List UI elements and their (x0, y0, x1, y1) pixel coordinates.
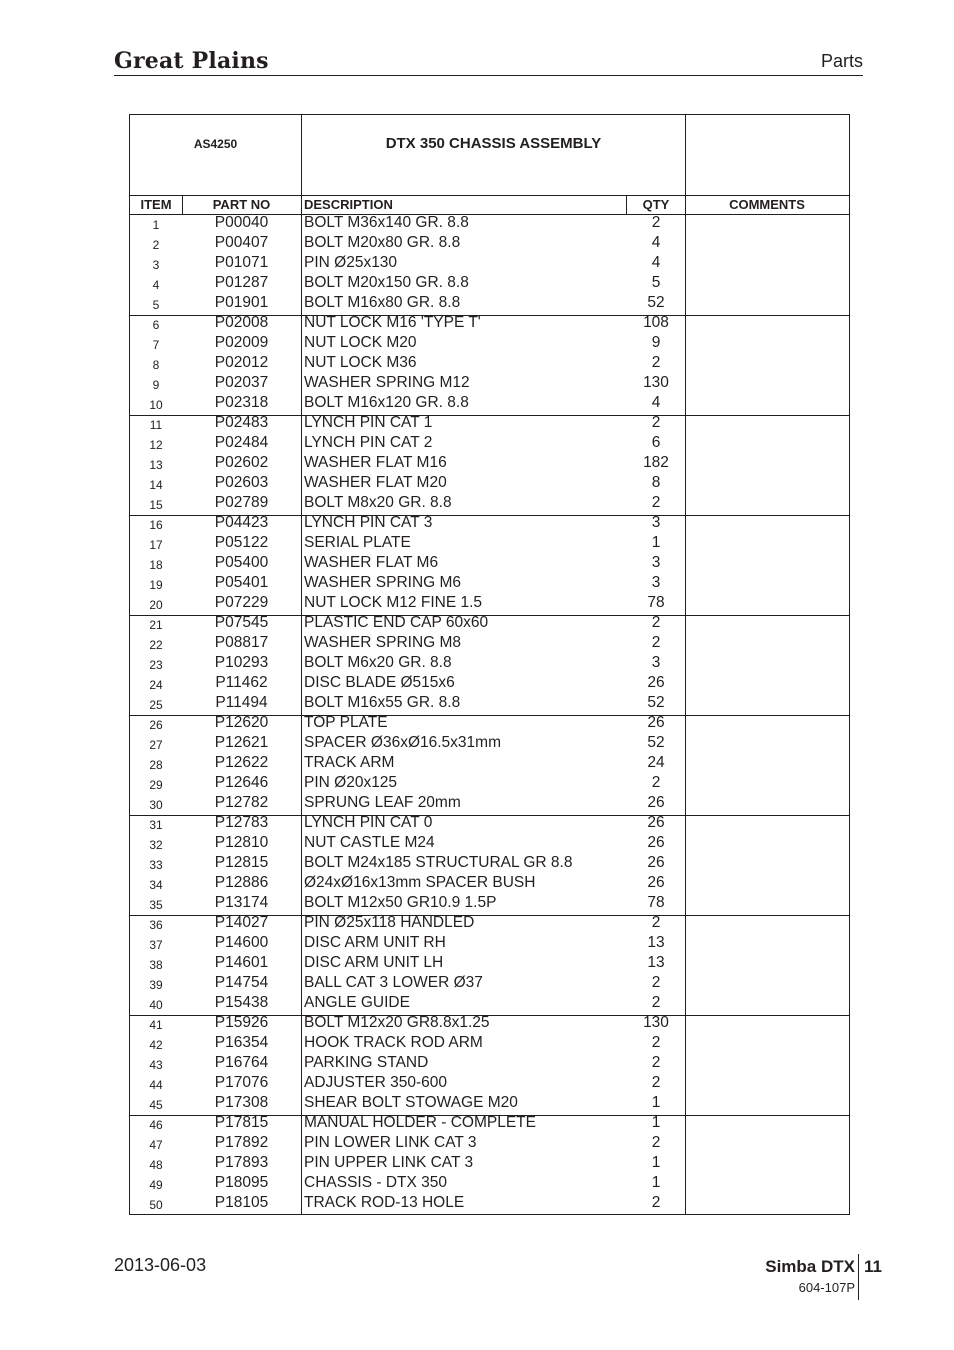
table-row (130, 1133, 849, 1153)
quantity: 13 (647, 954, 665, 971)
part-number: P04423 (214, 514, 269, 531)
part-description: SPACER Ø36xØ16.5x31mm (304, 734, 501, 751)
item-number: 49 (149, 1178, 163, 1192)
col-header-qty: QTY (642, 197, 670, 212)
part-description: NUT LOCK M20 (304, 334, 417, 351)
table-row (130, 293, 849, 313)
quantity: 1 (651, 1174, 661, 1191)
quantity: 1 (651, 1154, 661, 1171)
quantity: 26 (647, 874, 665, 891)
item-number: 8 (152, 358, 160, 372)
part-number: P02009 (214, 334, 269, 351)
table-row (130, 1193, 849, 1213)
part-number: P01071 (214, 254, 269, 271)
part-number: P14754 (214, 974, 269, 991)
item-number: 40 (149, 998, 163, 1012)
item-number: 45 (149, 1098, 163, 1112)
part-number: P10293 (214, 654, 269, 671)
quantity: 3 (651, 574, 661, 591)
table-row (130, 1073, 849, 1093)
part-description: WASHER SPRING M8 (304, 634, 462, 651)
quantity: 3 (651, 514, 661, 531)
table-row (130, 1033, 849, 1053)
table-row (130, 1153, 849, 1173)
item-number: 23 (149, 658, 163, 672)
item-number: 9 (152, 378, 160, 392)
header-top-line (130, 195, 849, 196)
part-description: PIN Ø20x125 (304, 774, 398, 791)
part-description: NUT CASTLE M24 (304, 834, 435, 851)
table-row (130, 613, 849, 633)
quantity: 2 (651, 1074, 661, 1091)
part-description: Ø24xØ16x13mm SPACER BUSH (304, 874, 536, 891)
quantity: 5 (651, 274, 661, 291)
part-description: PIN Ø25x118 HANDLED (304, 914, 475, 931)
part-number: P02484 (214, 434, 269, 451)
table-row (130, 633, 849, 653)
quantity: 26 (647, 714, 665, 731)
item-number: 27 (149, 738, 163, 752)
part-number: P17076 (214, 1074, 269, 1091)
part-number: P16354 (214, 1034, 269, 1051)
item-number: 4 (152, 278, 160, 292)
col-header-item: ITEM (140, 197, 172, 212)
item-number: 5 (152, 298, 160, 312)
item-number: 3 (152, 258, 160, 272)
item-number: 31 (149, 818, 163, 832)
quantity: 4 (651, 234, 661, 251)
part-number: P12621 (214, 734, 269, 751)
col-header-comments: COMMENTS (729, 197, 805, 212)
part-number: P17308 (214, 1094, 269, 1111)
part-number: P14601 (214, 954, 269, 971)
part-description: DISC ARM UNIT LH (304, 954, 444, 971)
part-description: PIN UPPER LINK CAT 3 (304, 1154, 474, 1171)
quantity: 2 (651, 974, 661, 991)
table-row (130, 393, 849, 413)
item-number: 34 (149, 878, 163, 892)
quantity: 26 (647, 834, 665, 851)
table-row (130, 653, 849, 673)
item-number: 47 (149, 1138, 163, 1152)
part-description: LYNCH PIN CAT 1 (304, 414, 433, 431)
part-description: BOLT M12x50 GR10.9 1.5P (304, 894, 497, 911)
table-row (130, 773, 849, 793)
part-number: P12622 (214, 754, 269, 771)
item-number: 20 (149, 598, 163, 612)
part-description: SPRUNG LEAF 20mm (304, 794, 461, 811)
quantity: 2 (651, 614, 661, 631)
item-number: 28 (149, 758, 163, 772)
table-row (130, 473, 849, 493)
part-description: ADJUSTER 350-600 (304, 1074, 448, 1091)
item-number: 33 (149, 858, 163, 872)
table-row (130, 853, 849, 873)
table-row (130, 1173, 849, 1193)
table-row (130, 573, 849, 593)
table-row (130, 353, 849, 373)
table-row (130, 213, 849, 233)
quantity: 3 (651, 554, 661, 571)
part-description: HOOK TRACK ROD ARM (304, 1034, 483, 1051)
quantity: 2 (651, 994, 661, 1011)
table-row (130, 993, 849, 1013)
item-number: 35 (149, 898, 163, 912)
part-description: BOLT M16x120 GR. 8.8 (304, 394, 469, 411)
part-number: P12620 (214, 714, 269, 731)
item-number: 21 (149, 618, 163, 632)
quantity: 9 (651, 334, 661, 351)
table-row (130, 1093, 849, 1113)
part-description: PARKING STAND (304, 1054, 429, 1071)
part-number: P17893 (214, 1154, 269, 1171)
table-row (130, 313, 849, 333)
item-number: 11 (149, 418, 163, 432)
item-number: 26 (149, 718, 163, 732)
table-row (130, 533, 849, 553)
part-number: P05400 (214, 554, 269, 571)
section-title: Parts (820, 51, 863, 71)
quantity: 26 (647, 794, 665, 811)
item-number: 22 (149, 638, 163, 652)
quantity: 26 (647, 854, 665, 871)
quantity: 1 (651, 534, 661, 551)
part-number: P01287 (214, 274, 269, 291)
part-description: MANUAL HOLDER - COMPLETE (304, 1114, 536, 1131)
table-row (130, 733, 849, 753)
parts-table (129, 114, 850, 1215)
table-row (130, 513, 849, 533)
part-description: LYNCH PIN CAT 3 (304, 514, 433, 531)
table-row (130, 793, 849, 813)
part-number: P14027 (214, 914, 269, 931)
part-number: P12646 (214, 774, 269, 791)
part-number: P02008 (214, 314, 269, 331)
part-number: P02602 (214, 454, 269, 471)
quantity: 2 (651, 354, 661, 371)
part-description: SHEAR BOLT STOWAGE M20 (304, 1094, 518, 1111)
table-row (130, 813, 849, 833)
item-number: 46 (149, 1118, 163, 1132)
quantity: 2 (651, 1054, 661, 1071)
quantity: 26 (647, 674, 665, 691)
quantity: 6 (651, 434, 661, 451)
model-name: Simba DTX (765, 1257, 855, 1276)
part-description: TRACK ROD-13 HOLE (304, 1194, 465, 1211)
quantity: 13 (647, 934, 665, 951)
part-description: BOLT M12x20 GR8.8x1.25 (304, 1014, 490, 1031)
quantity: 52 (647, 694, 665, 711)
part-number: P02789 (214, 494, 269, 511)
item-number: 30 (149, 798, 163, 812)
table-row (130, 593, 849, 613)
part-description: WASHER SPRING M6 (304, 574, 462, 591)
part-number: P02037 (214, 374, 269, 391)
part-number: P18105 (214, 1194, 269, 1211)
item-number: 39 (149, 978, 163, 992)
part-number: P05122 (214, 534, 269, 551)
quantity: 2 (651, 414, 661, 431)
part-number: P12782 (214, 794, 269, 811)
part-description: BOLT M6x20 GR. 8.8 (304, 654, 452, 671)
table-row (130, 333, 849, 353)
part-number: P15438 (214, 994, 269, 1011)
table-row (130, 833, 849, 853)
part-description: WASHER SPRING M12 (304, 374, 470, 391)
quantity: 2 (651, 1194, 661, 1211)
page-number-divider (858, 1254, 859, 1300)
quantity: 52 (647, 294, 665, 311)
part-number: P18095 (214, 1174, 269, 1191)
quantity: 78 (647, 594, 665, 611)
part-description: TRACK ARM (304, 754, 395, 771)
part-number: P12810 (214, 834, 269, 851)
part-description: NUT LOCK M12 FINE 1.5 (304, 594, 483, 611)
col-header-part-no: PART NO (212, 197, 271, 212)
part-description: SERIAL PLATE (304, 534, 411, 551)
part-number: P17892 (214, 1134, 269, 1151)
item-number: 15 (149, 498, 163, 512)
item-number: 19 (149, 578, 163, 592)
part-number: P07545 (214, 614, 269, 631)
quantity: 2 (651, 214, 661, 231)
item-number: 24 (149, 678, 163, 692)
part-description: CHASSIS - DTX 350 (304, 1174, 447, 1191)
table-row (130, 553, 849, 573)
document-number: 604-107P (798, 1280, 855, 1295)
part-number: P16764 (214, 1054, 269, 1071)
quantity: 182 (643, 454, 669, 471)
quantity: 1 (651, 1094, 661, 1111)
part-number: P02318 (214, 394, 269, 411)
part-description: BOLT M16x55 GR. 8.8 (304, 694, 461, 711)
item-number: 10 (149, 398, 163, 412)
part-number: P00407 (214, 234, 269, 251)
table-row (130, 453, 849, 473)
quantity: 52 (647, 734, 665, 751)
quantity: 24 (647, 754, 665, 771)
part-number: P17815 (214, 1114, 269, 1131)
table-row (130, 493, 849, 513)
table-row (130, 1013, 849, 1033)
part-number: P15926 (214, 1014, 269, 1031)
part-description: BOLT M24x185 STRUCTURAL GR 8.8 (304, 854, 573, 871)
col-header-description: DESCRIPTION (304, 197, 393, 212)
item-number: 13 (149, 458, 163, 472)
table-row (130, 973, 849, 993)
table-row (130, 433, 849, 453)
assembly-title: DTX 350 CHASSIS ASSEMBLY (385, 135, 602, 152)
part-number: P05401 (214, 574, 269, 591)
item-number: 6 (152, 318, 160, 332)
part-description: LYNCH PIN CAT 2 (304, 434, 433, 451)
table-row (130, 1113, 849, 1133)
quantity: 130 (643, 1014, 669, 1031)
table-row (130, 693, 849, 713)
table-row (130, 273, 849, 293)
part-description: BOLT M20x150 GR. 8.8 (304, 274, 469, 291)
item-number: 41 (149, 1018, 163, 1032)
item-number: 44 (149, 1078, 163, 1092)
part-description: WASHER FLAT M20 (304, 474, 447, 491)
publication-date: 2013-06-03 (114, 1255, 207, 1275)
part-description: BOLT M16x80 GR. 8.8 (304, 294, 461, 311)
part-description: DISC ARM UNIT RH (304, 934, 446, 951)
item-number: 16 (149, 518, 163, 532)
quantity: 2 (651, 774, 661, 791)
part-description: PLASTIC END CAP 60x60 (304, 614, 489, 631)
item-number: 14 (149, 478, 163, 492)
quantity: 1 (651, 1114, 661, 1131)
item-number: 17 (149, 538, 163, 552)
quantity: 8 (651, 474, 661, 491)
part-description: TOP PLATE (304, 714, 388, 731)
quantity: 2 (651, 1134, 661, 1151)
item-number: 36 (149, 918, 163, 932)
quantity: 2 (651, 494, 661, 511)
table-row (130, 713, 849, 733)
table-row (130, 373, 849, 393)
part-number: P12783 (214, 814, 269, 831)
part-number: P08817 (214, 634, 269, 651)
item-number: 38 (149, 958, 163, 972)
quantity: 2 (651, 634, 661, 651)
table-row (130, 1053, 849, 1073)
brand-logo: Great Plains (114, 48, 269, 74)
quantity: 108 (643, 314, 669, 331)
quantity: 2 (651, 914, 661, 931)
table-row (130, 933, 849, 953)
item-number: 18 (149, 558, 163, 572)
item-number: 48 (149, 1158, 163, 1172)
quantity: 2 (651, 1034, 661, 1051)
table-row (130, 253, 849, 273)
part-description: BOLT M8x20 GR. 8.8 (304, 494, 452, 511)
quantity: 4 (651, 254, 661, 271)
part-description: WASHER FLAT M16 (304, 454, 447, 471)
part-description: NUT LOCK M16 'TYPE T' (304, 314, 481, 331)
item-number: 43 (149, 1058, 163, 1072)
table-row (130, 233, 849, 253)
part-number: P12886 (214, 874, 269, 891)
table-row (130, 913, 849, 933)
part-number: P11494 (215, 694, 268, 711)
part-description: PIN Ø25x130 (304, 254, 398, 271)
item-number: 37 (149, 938, 163, 952)
part-number: P11462 (215, 674, 268, 691)
part-number: P02012 (214, 354, 269, 371)
item-number: 29 (149, 778, 163, 792)
quantity: 26 (647, 814, 665, 831)
quantity: 78 (647, 894, 665, 911)
table-row (130, 413, 849, 433)
item-number: 50 (149, 1198, 163, 1212)
table-row (130, 673, 849, 693)
item-number: 12 (149, 438, 163, 452)
item-number: 25 (149, 698, 163, 712)
part-number: P13174 (214, 894, 269, 911)
quantity: 4 (651, 394, 661, 411)
part-description: LYNCH PIN CAT 0 (304, 814, 433, 831)
part-description: PIN LOWER LINK CAT 3 (304, 1134, 477, 1151)
part-number: P01901 (214, 294, 269, 311)
quantity: 130 (643, 374, 669, 391)
table-row (130, 893, 849, 913)
table-row (130, 953, 849, 973)
part-number: P02483 (214, 414, 269, 431)
part-description: WASHER FLAT M6 (304, 554, 439, 571)
part-number: P07229 (214, 594, 269, 611)
table-row (130, 873, 849, 893)
item-number: 1 (152, 218, 160, 232)
part-number: P02603 (214, 474, 269, 491)
assembly-part-no: AS4250 (193, 137, 238, 151)
part-description: DISC BLADE Ø515x6 (304, 674, 455, 691)
item-number: 42 (149, 1038, 163, 1052)
part-description: ANGLE GUIDE (304, 994, 410, 1011)
part-number: P14600 (214, 934, 269, 951)
quantity: 3 (651, 654, 661, 671)
part-description: BOLT M20x80 GR. 8.8 (304, 234, 461, 251)
item-number: 32 (149, 838, 163, 852)
part-number: P00040 (214, 214, 269, 231)
part-description: BOLT M36x140 GR. 8.8 (304, 214, 469, 231)
page-number: 11 (864, 1257, 882, 1276)
part-description: BALL CAT 3 LOWER Ø37 (304, 974, 483, 991)
header-rule (114, 75, 863, 76)
item-number: 7 (152, 338, 160, 352)
table-row (130, 753, 849, 773)
part-description: NUT LOCK M36 (304, 354, 417, 371)
item-number: 2 (152, 238, 160, 252)
part-number: P12815 (214, 854, 269, 871)
